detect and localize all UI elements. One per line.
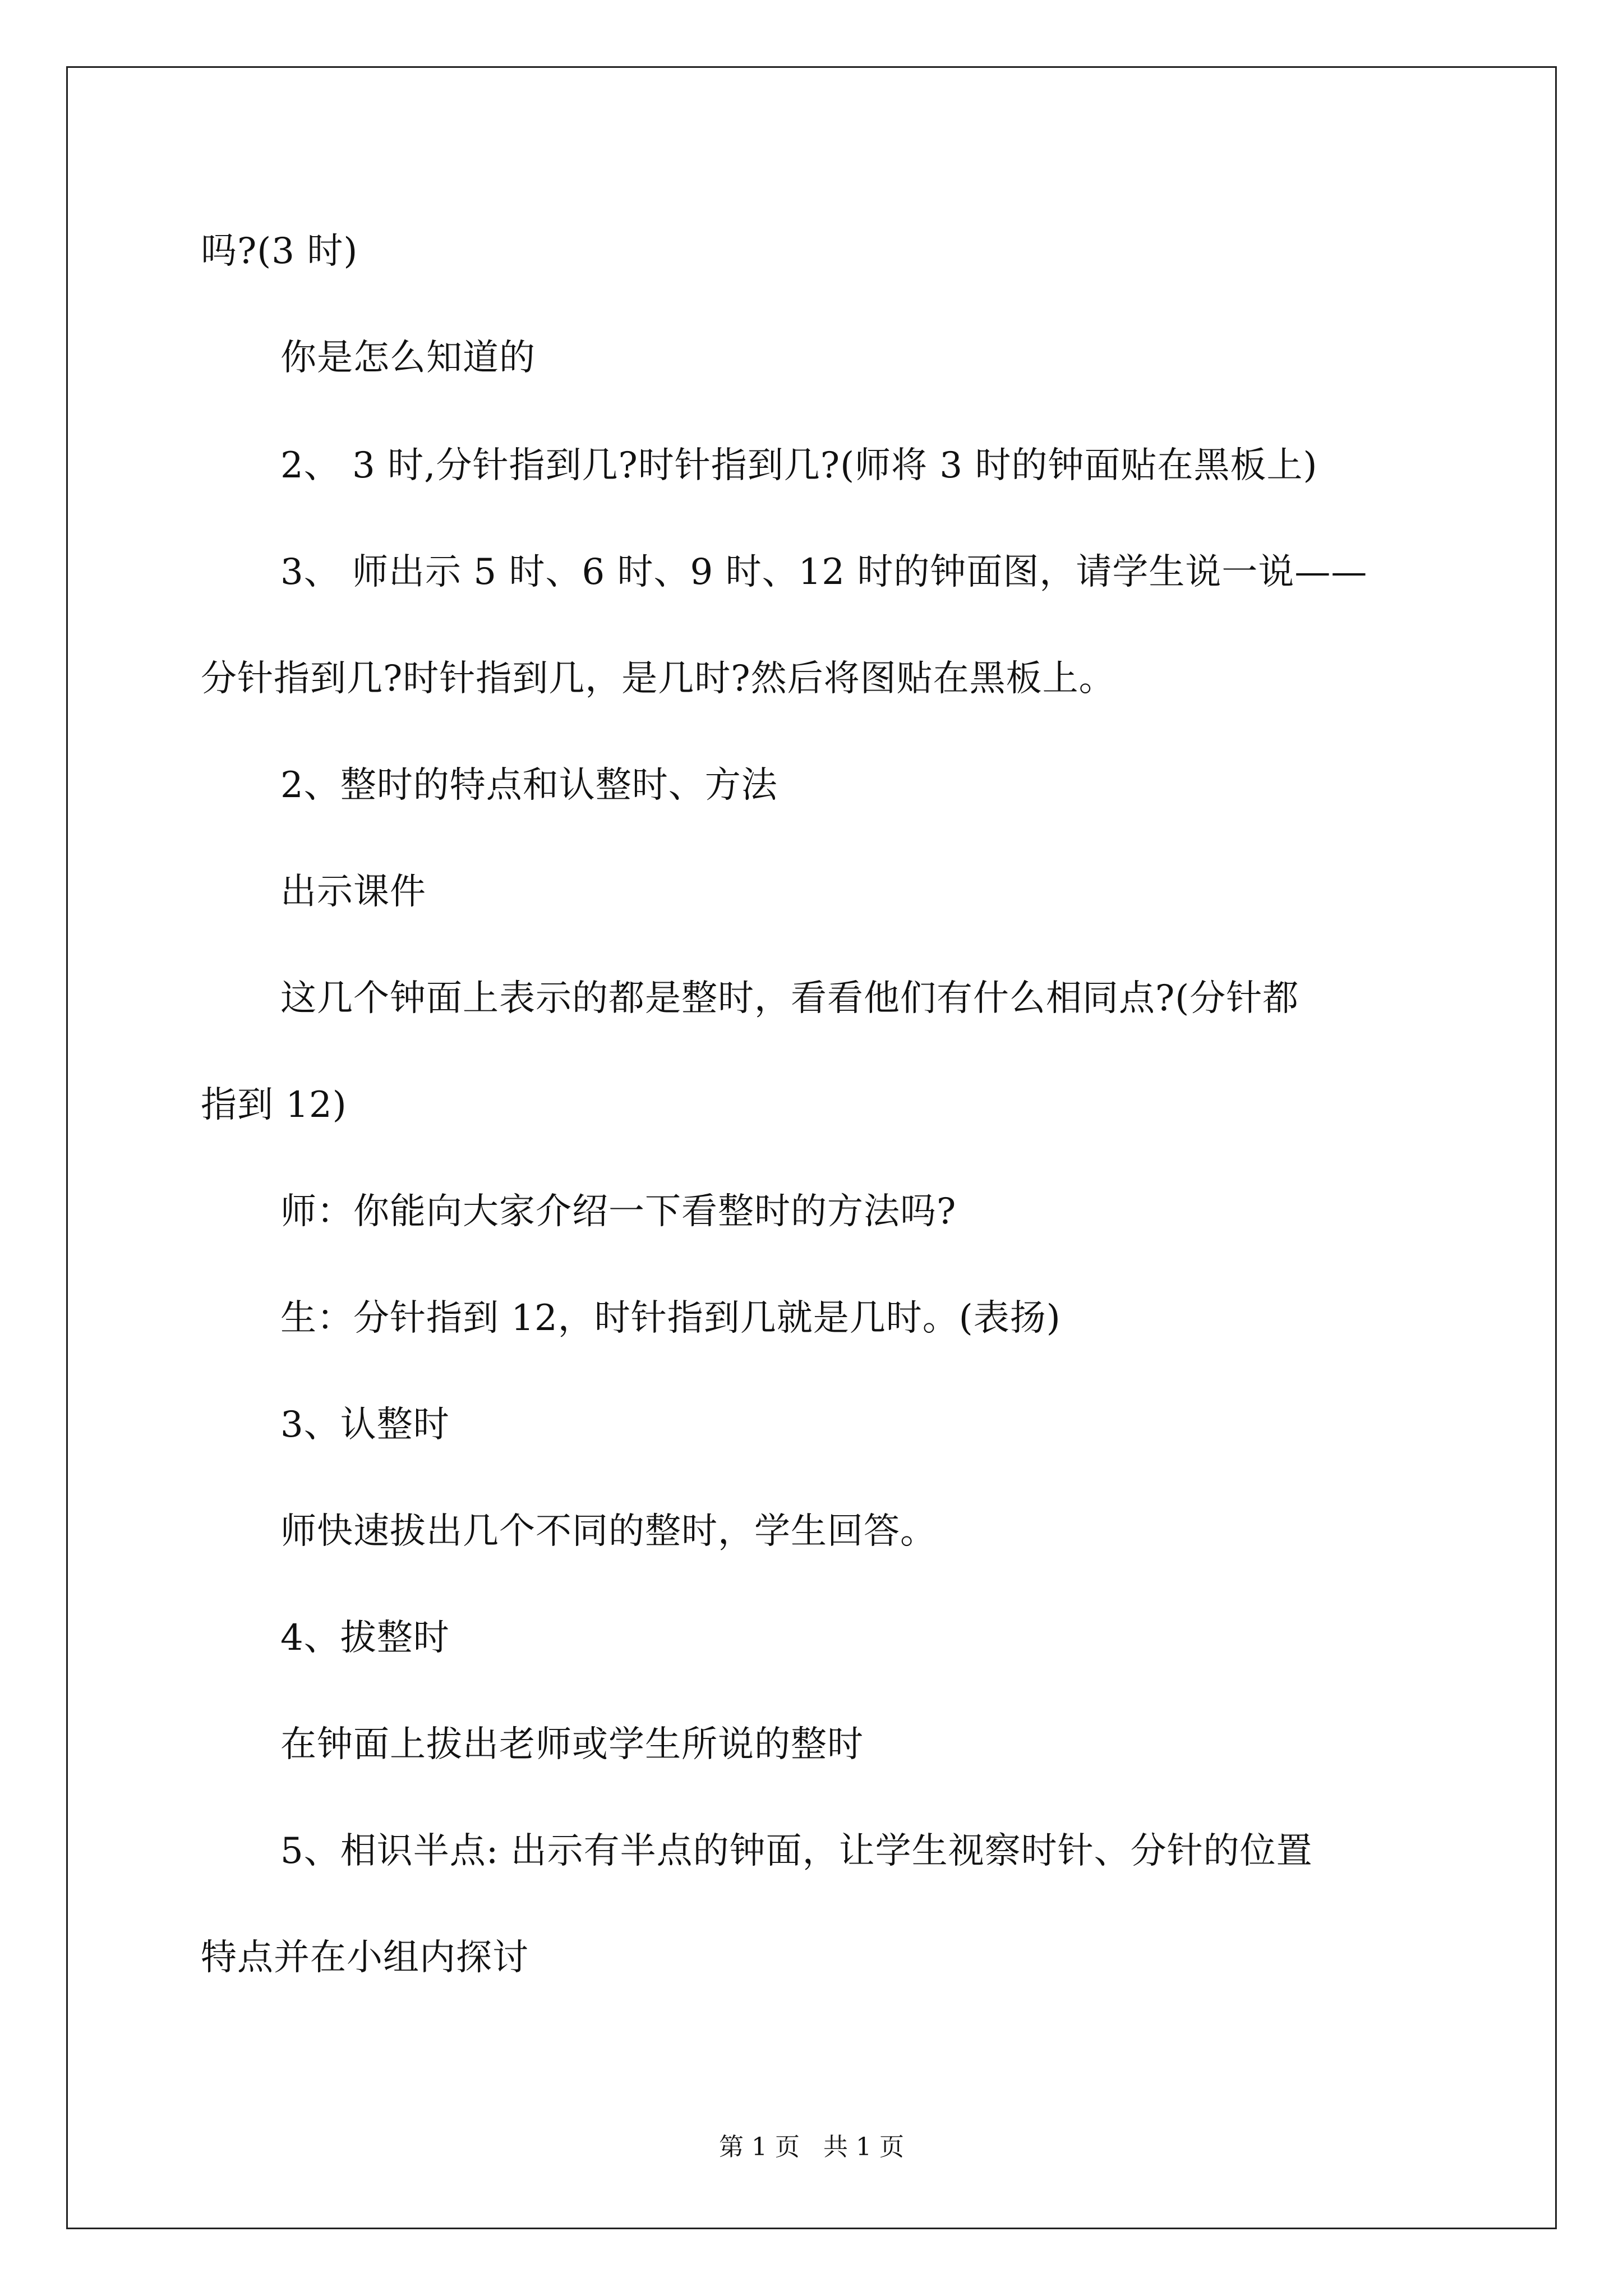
text-line: 生：分针指到 12，时针指到几就是几时。(表扬) xyxy=(280,1297,1061,1339)
section-heading: 4、拔整时 xyxy=(280,1617,450,1659)
section-heading: 3、认整时 xyxy=(280,1404,450,1446)
text-line: 师：你能向大家介绍一下看整时的方法吗? xyxy=(280,1191,957,1232)
section-heading: 2、整时的特点和认整时、方法 xyxy=(280,765,778,806)
text-line: 特点并在小组内探讨 xyxy=(201,1937,529,1978)
page-border xyxy=(66,66,1557,2229)
text-line: 吗?(3 时) xyxy=(201,231,358,272)
text-line: 指到 12) xyxy=(201,1084,347,1126)
page-total: 共 1 页 xyxy=(823,2133,904,2161)
text-line: 3、 师出示 5 时、6 时、9 时、12 时的钟面图，请学生说一说—— xyxy=(280,551,1368,593)
section-heading: 5、相识半点: 出示有半点的钟面，让学生视察时针、分针的位置 xyxy=(280,1830,1313,1872)
text-line: 出示课件 xyxy=(280,871,426,913)
text-line: 师快速拔出几个不同的整时，学生回答。 xyxy=(280,1511,937,1552)
page-footer xyxy=(0,2132,1623,2163)
text-line: 2、 3 时,分针指到几?时针指到几?(师将 3 时的钟面贴在黑板上) xyxy=(280,445,1318,486)
text-line: 在钟面上拔出老师或学生所说的整时 xyxy=(280,1724,864,1765)
page-number: 第 1 页 xyxy=(719,2133,800,2161)
text-line: 分针指到几?时针指到几，是几时?然后将图贴在黑板上。 xyxy=(201,658,1115,700)
text-line: 这几个钟面上表示的都是整时，看看他们有什么相同点?(分针都 xyxy=(280,978,1299,1019)
text-line: 你是怎么知道的 xyxy=(280,337,536,379)
